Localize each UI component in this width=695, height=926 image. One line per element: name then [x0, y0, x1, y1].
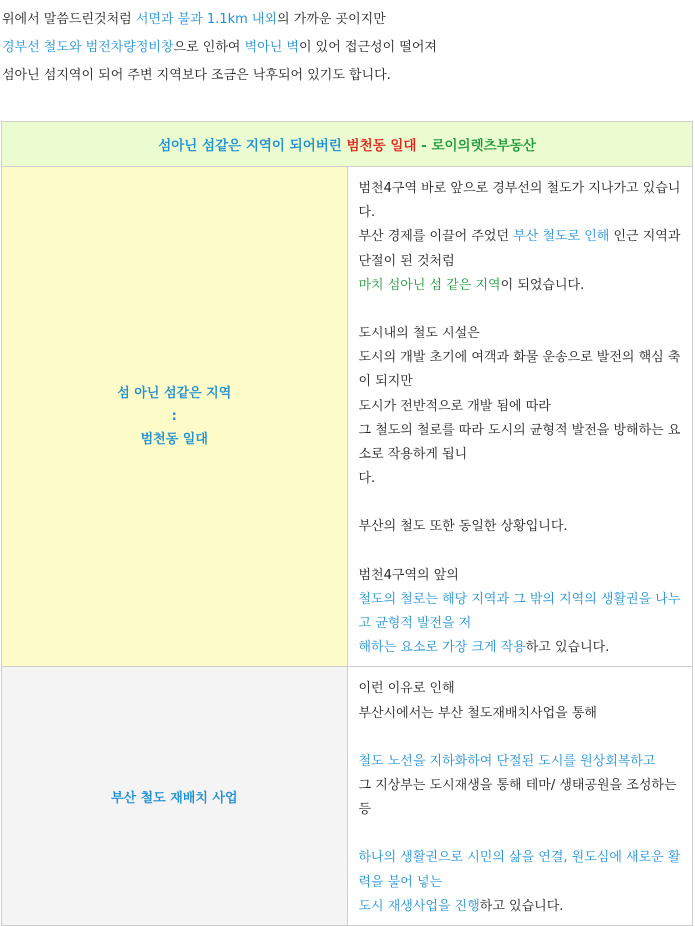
content-line: 부산의 철도 또한 동일한 상황입니다.: [358, 519, 568, 535]
intro-highlight-distance: 서면과 불과 1.1km 내외: [135, 12, 278, 27]
intro-highlight-railway: 경부선 철도와 범전차량정비창: [2, 40, 174, 55]
spacer: [359, 491, 685, 515]
intro-line-1: [2, 6, 692, 34]
table-header-brand: 로이의렛츠부동산: [431, 138, 536, 154]
row-label-relocation: 부산 철도 재배치 사업: [2, 667, 348, 926]
row-label-island-area: [2, 167, 348, 667]
spacer: [359, 726, 685, 750]
table-header-dash: -: [416, 138, 432, 154]
content-highlight: 도시 재생사업을 진행: [358, 898, 480, 914]
content-highlight: 철도 노선을 지하화하여 단절된 도시를 원상회복하고: [358, 753, 656, 769]
content-line: [359, 274, 685, 298]
row-label-line-2: :: [171, 409, 177, 425]
content-line: 도시가 전반적으로 개발 됨에 따라: [358, 398, 551, 414]
content-text: 이 되었습니다.: [500, 277, 585, 293]
intro-highlight-wall: 벽아닌 벽: [244, 40, 299, 55]
content-highlight: 하나의 생활권으로 시민의 삶을 연결, 원도심에 새로운 활력을 불어 넣는: [358, 850, 681, 890]
table-header: [2, 122, 693, 167]
content-text: 하고 있습니다.: [479, 898, 564, 914]
content-line: 도시내의 철도 시설은: [358, 326, 480, 342]
content-line: [359, 225, 685, 273]
intro-paragraph: [2, 6, 692, 90]
content-text: 인근 지역과 단절이 된 것처럼: [358, 229, 681, 269]
content-line: 이런 이유로 인해: [358, 681, 455, 697]
row-label-line-1: 섬 아닌 섬같은 지역: [117, 386, 232, 402]
content-highlight-green: 마치 섬아닌 섬 같은 지역: [358, 277, 501, 293]
content-line: 그 지상부는 도시재생을 통해 테마/ 생태공원을 조성하는 등: [358, 778, 677, 818]
spacer: [359, 540, 685, 564]
content-highlight: 해하는 요소로 가장 크게 작용: [358, 640, 526, 656]
table-header-title: 섬아닌 섬같은 지역이 되어버린: [158, 138, 347, 154]
intro-line-2-text: 으로 인하여: [173, 40, 245, 55]
content-text: 하고 있습니다.: [525, 640, 610, 656]
content-text: 부산 경제를 이끌어 주었던: [358, 229, 514, 245]
content-highlight: 부산 철도로 인해: [513, 229, 610, 245]
spacer: [359, 298, 685, 322]
intro-line-2-tail: 이 있어 접근성이 떨어져: [298, 40, 437, 55]
table-row: [2, 167, 693, 667]
info-table: [1, 121, 693, 926]
content-line: [359, 636, 685, 660]
intro-line-3: 섬아닌 섬지역이 되어 주변 지역보다 조금은 낙후되어 있기도 합니다.: [2, 68, 391, 83]
row-label-line-3: 범천동 일대: [140, 432, 208, 448]
intro-line-2: [2, 34, 692, 62]
row-content-island-area: [347, 167, 693, 667]
content-line: 다.: [358, 471, 376, 487]
intro-line-1-text: 위에서 말씀드린것처럼: [2, 12, 136, 27]
intro-line-1-tail: 의 가까운 곳이지만: [277, 12, 386, 27]
content-line: 그 철도의 철로를 따라 도시의 균형적 발전을 방해하는 요소로 작용하게 됩니: [358, 422, 681, 463]
row-content-relocation: [347, 667, 693, 926]
spacer: [359, 822, 685, 846]
content-line: 도시의 개발 초기에 여객과 화물 운송으로 발전의 핵심 축이 되지만: [358, 350, 681, 390]
content-line: 부산시에서는 부산 철도재배치사업을 통해: [358, 705, 597, 721]
table-row: [2, 667, 693, 926]
content-line: 범천4구역의 앞의: [358, 567, 459, 583]
content-line: 범천4구역 바로 앞으로 경부선의 철도가 지나가고 있습니다.: [358, 181, 681, 221]
table-header-area: 범천동 일대: [346, 138, 417, 154]
content-line: [359, 895, 685, 919]
content-highlight: 철도의 철로는 해당 지역과 그 밖의 지역의 생활권을 나누고 균형적 발전을 저: [358, 591, 681, 632]
